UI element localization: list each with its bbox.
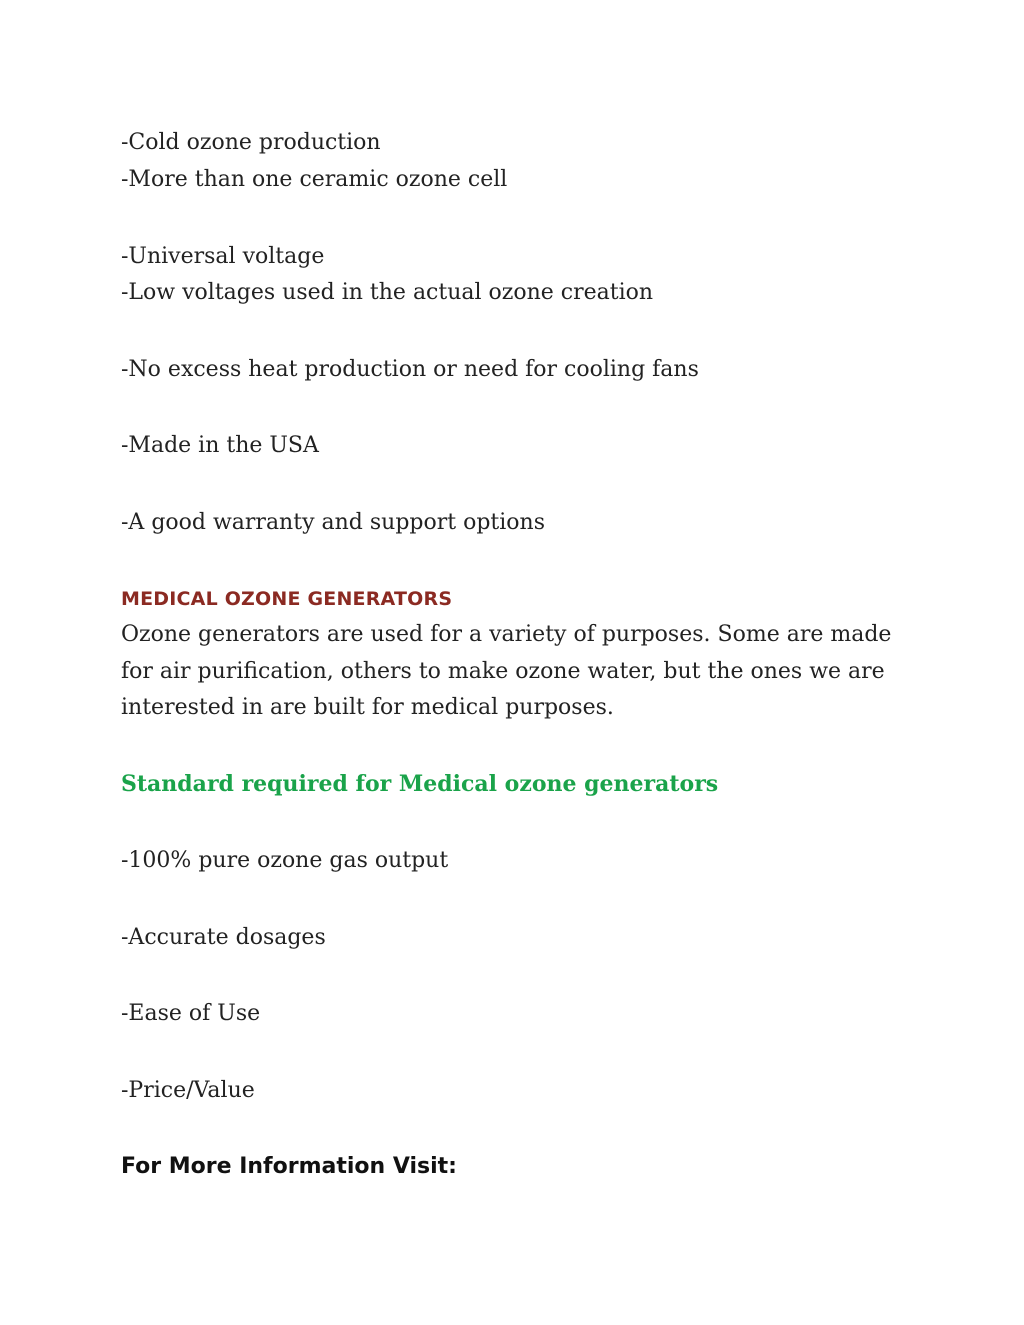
feature-ceramic-cell: -More than one ceramic ozone cell	[121, 167, 508, 192]
medical-section-paragraph: Ozone generators are used for a variety of purposes. Some are made for air purification, others to make ozone water, but the ones we are interested in are built for medical purposes.	[121, 622, 892, 720]
feature-low-voltages: -Low voltages used in the actual ozone creation	[121, 280, 654, 305]
feature-universal-voltage: -Universal voltage	[121, 244, 325, 269]
standard-accurate-dosages: -Accurate dosages	[121, 925, 326, 950]
medical-section-heading: MEDICAL OZONE GENERATORS	[121, 588, 453, 610]
feature-warranty: -A good warranty and support options	[121, 510, 545, 535]
feature-no-excess-heat: -No excess heat production or need for cooling fans	[121, 357, 699, 382]
standards-heading: Standard required for Medical ozone generators	[121, 771, 719, 797]
standard-price-value: -Price/Value	[121, 1078, 255, 1103]
feature-cold-ozone: -Cold ozone production	[121, 130, 381, 155]
more-info-visit-label: For More Information Visit:	[121, 1154, 457, 1179]
standard-ease-of-use: -Ease of Use	[121, 1001, 261, 1026]
feature-made-in-usa: -Made in the USA	[121, 433, 319, 458]
standard-pure-output: -100% pure ozone gas output	[121, 848, 449, 873]
